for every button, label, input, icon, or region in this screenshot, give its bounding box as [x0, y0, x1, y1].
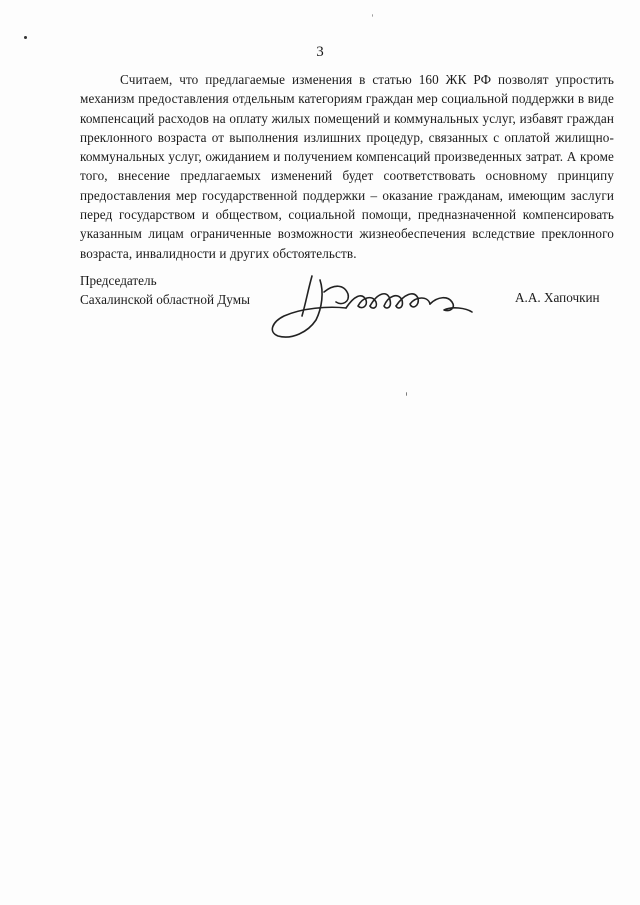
scan-speck [372, 14, 373, 17]
scan-speck [24, 36, 27, 39]
scan-speck [406, 392, 407, 396]
signer-position-line1: Председатель [80, 273, 157, 288]
signer-name: А.А. Хапочкин [515, 290, 600, 305]
signer-position [80, 271, 250, 309]
body-paragraph: Считаем, что предлагаемые изменения в статью 160 ЖК РФ позволят упростить механизм предоставления отдельным категориям граждан мер социальной поддержки в виде компенсаций расходов на оплату жилых помещений и коммунальных услуг, избавят граждан преклонного возраста от выполнения излишних процедур, связанных с оплатой жилищно-коммунальных услуг, ожиданием и получением компенсаций произведенных затрат. А кроме того, внесение предлагаемых изменений будет соответствовать основному принципу предоставления мер государственной поддержки – оказание гражданам, имеющим заслуги перед государством и обществом, социальной помощи, предназначенной компенсировать указанным лицам ограниченные возможности жизнеобеспечения вследствие преклонного возраста, инвалидности и других обстоятельств. [80, 72, 614, 261]
page-number: 3 [316, 44, 324, 60]
handwritten-signature [262, 262, 482, 346]
signer-position-line2: Сахалинской областной Думы [80, 292, 250, 307]
